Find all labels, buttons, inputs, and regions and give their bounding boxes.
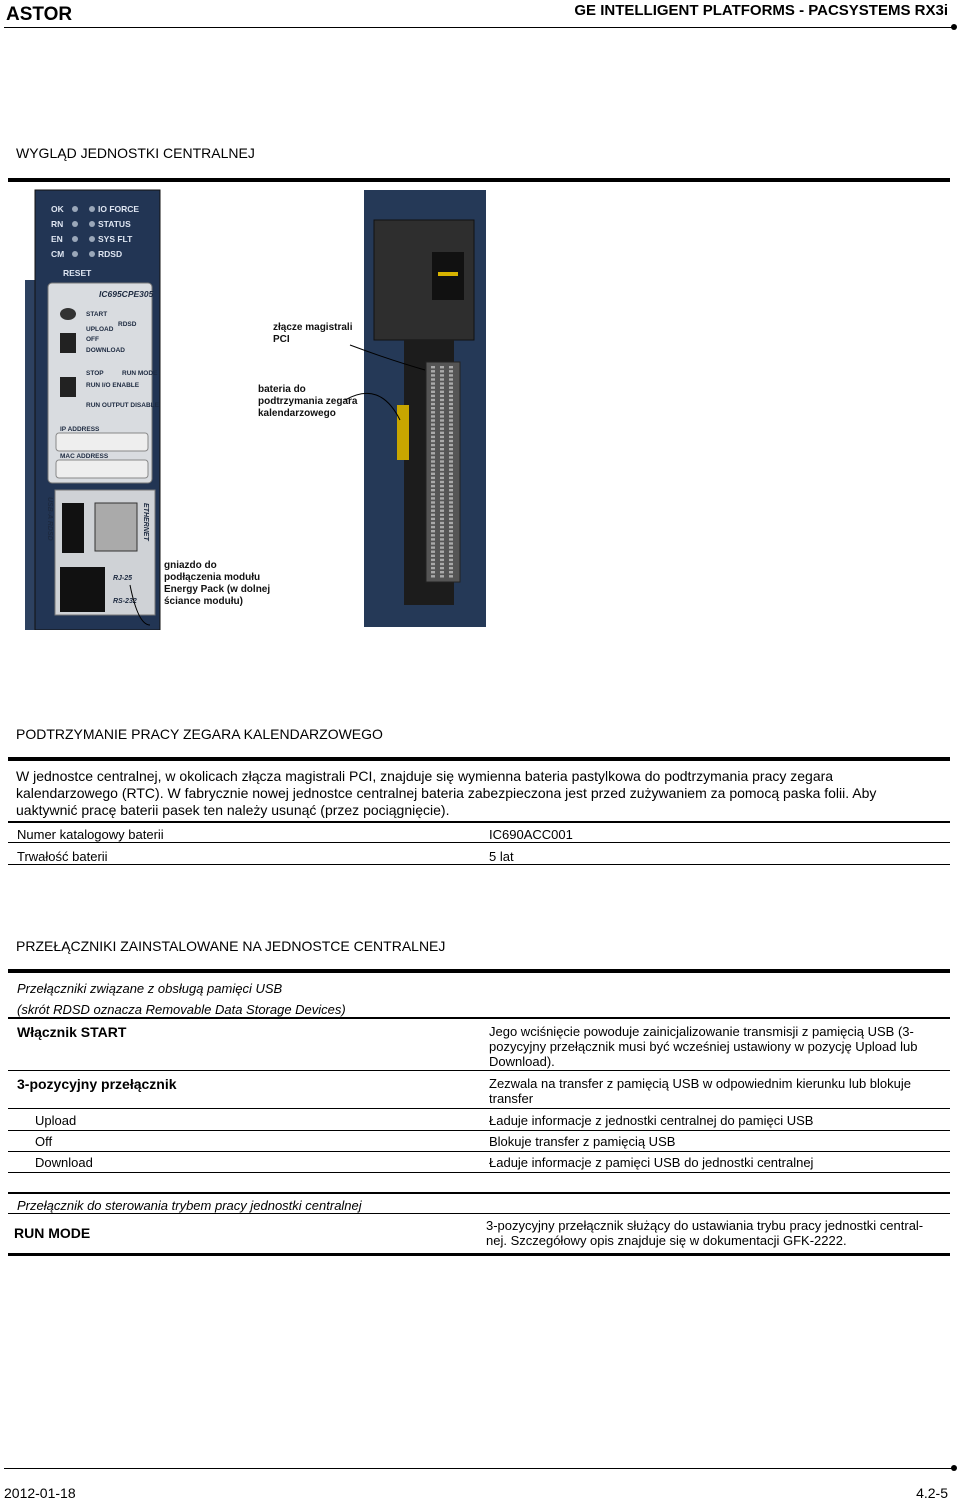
- pci-pin: [449, 378, 453, 380]
- pci-pin: [449, 567, 453, 569]
- upload-position-desc: Ładuje informacje z jednostki centralnej do pamięci USB: [489, 1113, 814, 1128]
- battery-life-label: Trwałość baterii: [17, 849, 108, 864]
- pci-pin: [449, 432, 453, 434]
- pci-pin: [449, 399, 453, 401]
- pci-pin: [440, 423, 444, 425]
- led-en-label: EN: [51, 234, 63, 244]
- usb-rdsd-label: USB-A RDSD: [46, 497, 53, 541]
- pci-pin: [449, 493, 453, 495]
- annotation-socket: gniazdo do podłączenia modułu Energy Pack (w dolnej ściance modułu): [164, 560, 271, 607]
- run-mode-label: RUN MODE: [122, 370, 158, 377]
- pci-pin: [449, 370, 453, 372]
- pci-pin: [440, 382, 444, 384]
- pci-pin: [440, 469, 444, 471]
- battery-life-value: 5 lat: [489, 849, 514, 864]
- run-switch-icon: [60, 377, 76, 397]
- pci-pin: [431, 481, 435, 483]
- pci-pin: [440, 497, 444, 499]
- section-rule: [8, 178, 950, 182]
- table-rule: [8, 1130, 950, 1131]
- pci-pin: [449, 469, 453, 471]
- pci-pin: [431, 546, 435, 548]
- start-switch-label: Włącznik START: [17, 1024, 127, 1040]
- table-rule: [8, 1017, 950, 1019]
- section-title-appearance: WYGLĄD JEDNOSTKI CENTRALNEJ: [16, 145, 255, 161]
- usb-group-title: Przełączniki związane z obsługą pamięci USB: [17, 981, 283, 996]
- pci-pin: [431, 411, 435, 413]
- pci-pin: [431, 374, 435, 376]
- upload-label: UPLOAD: [86, 326, 114, 333]
- run-io-label: RUN I/O ENABLE: [86, 382, 140, 389]
- pci-pin: [431, 469, 435, 471]
- off-label: OFF: [86, 336, 99, 343]
- pci-pin: [449, 514, 453, 516]
- pci-pin: [449, 415, 453, 417]
- pci-pin: [449, 518, 453, 520]
- start-button-icon: [60, 308, 76, 320]
- led-ok-icon: [72, 206, 78, 212]
- run-mode-switch-desc: 3-pozycyjny przełącznik służący do ustawiania trybu pracy jednostki central-nej. Szczegółowy opis znajduje się w dokumentacji GFK-2222.: [486, 1218, 924, 1248]
- footer-date: 2012-01-18: [4, 1485, 76, 1501]
- pci-pin: [431, 567, 435, 569]
- table-rule: [8, 821, 950, 823]
- pci-pin: [449, 563, 453, 565]
- pci-pin: [431, 399, 435, 401]
- usb-port-icon: [62, 503, 84, 553]
- led-en-icon: [72, 236, 78, 242]
- table-rule: [8, 1213, 950, 1214]
- led-cm-icon: [72, 251, 78, 257]
- header-rule: [4, 27, 952, 28]
- pci-pin: [449, 497, 453, 499]
- pci-pin: [440, 505, 444, 507]
- three-position-switch-label: 3-pozycyjny przełącznik: [17, 1076, 177, 1092]
- rj25-port-icon: [60, 567, 105, 612]
- table-rule: [8, 1151, 950, 1152]
- led-cm-label: CM: [51, 249, 65, 259]
- pci-pin: [431, 448, 435, 450]
- pci-pin: [440, 546, 444, 548]
- pci-pin: [440, 485, 444, 487]
- pci-pin: [440, 501, 444, 503]
- pci-pin: [431, 460, 435, 462]
- pci-pin: [431, 571, 435, 573]
- pci-pin: [431, 473, 435, 475]
- off-position-desc: Blokuje transfer z pamięcią USB: [489, 1134, 676, 1149]
- pci-pin: [431, 370, 435, 372]
- section-title-switches: PRZEŁĄCZNIKI ZAINSTALOWANE NA JEDNOSTCE CENTRALNEJ: [16, 938, 446, 954]
- pci-pin: [449, 395, 453, 397]
- section-title-battery: PODTRZYMANIE PRACY ZEGARA KALENDARZOWEGO: [16, 726, 383, 742]
- pci-pin: [431, 563, 435, 565]
- pci-pin: [431, 432, 435, 434]
- ethernet-label: ETHERNET: [142, 503, 149, 541]
- pci-pin: [440, 563, 444, 565]
- pci-pin: [431, 436, 435, 438]
- pci-pin: [449, 575, 453, 577]
- pci-pin: [440, 510, 444, 512]
- pci-pin: [449, 419, 453, 421]
- pci-pin: [431, 559, 435, 561]
- led-rn-label: RN: [51, 219, 64, 229]
- ip-address-label: IP ADDRESS: [60, 426, 100, 433]
- pci-pin: [440, 428, 444, 430]
- pci-pin: [431, 501, 435, 503]
- reset-label: RESET: [63, 268, 92, 278]
- pci-pin: [440, 542, 444, 544]
- pci-pin: [440, 575, 444, 577]
- pci-pin: [431, 534, 435, 536]
- three-position-switch-desc: Zezwala na transfer z pamięcią USB w odpowiednim kierunku lub blokuje transfer: [489, 1076, 911, 1106]
- pci-pin: [449, 448, 453, 450]
- pci-pin: [449, 387, 453, 389]
- pci-pin: [440, 440, 444, 442]
- pci-pin: [449, 407, 453, 409]
- section-rule: [8, 757, 950, 761]
- pci-pin: [431, 477, 435, 479]
- header-brand: ASTOR: [6, 4, 73, 25]
- pci-pin: [440, 399, 444, 401]
- pci-pin: [440, 538, 444, 540]
- download-label: DOWNLOAD: [86, 347, 125, 354]
- pci-pin: [431, 505, 435, 507]
- led-sysflt-icon: [89, 236, 95, 242]
- footer-page-number: 4.2-5: [916, 1485, 948, 1501]
- pci-pin: [440, 415, 444, 417]
- pci-pin: [449, 473, 453, 475]
- annotation-battery: bateria do podtrzymania zegara kalendarzowego: [258, 384, 358, 419]
- pci-pin: [440, 555, 444, 557]
- run-output-label: RUN OUTPUT DISABLE: [86, 402, 159, 409]
- pci-pin: [440, 559, 444, 561]
- pci-pin: [449, 542, 453, 544]
- table-rule: [8, 1192, 950, 1194]
- pci-pin: [431, 464, 435, 466]
- pci-pin: [440, 391, 444, 393]
- pci-pin: [449, 382, 453, 384]
- pci-pin: [449, 510, 453, 512]
- pci-pin: [431, 510, 435, 512]
- pci-pin: [440, 481, 444, 483]
- pci-pin: [449, 546, 453, 548]
- rj25-label: RJ-25: [113, 575, 133, 582]
- pci-pin: [440, 464, 444, 466]
- usb-switch-icon: [60, 333, 76, 353]
- pci-pin: [440, 436, 444, 438]
- pci-pin: [440, 448, 444, 450]
- pci-pin: [431, 530, 435, 532]
- pci-pin: [431, 387, 435, 389]
- led-ok-label: OK: [51, 204, 64, 214]
- pci-pin: [431, 407, 435, 409]
- pci-pin: [431, 456, 435, 458]
- pci-pin: [431, 526, 435, 528]
- led-rdsd-icon: [89, 251, 95, 257]
- pci-pin: [440, 403, 444, 405]
- pci-pin: [440, 419, 444, 421]
- rdsd-label: RDSD: [118, 321, 137, 328]
- pci-pin: [449, 530, 453, 532]
- run-mode-switch-label: RUN MODE: [14, 1225, 91, 1241]
- pci-pin: [431, 489, 435, 491]
- pci-pin: [449, 489, 453, 491]
- download-position-desc: Ładuje informacje z pamięci USB do jednostki centralnej: [489, 1155, 814, 1170]
- pci-pin: [431, 575, 435, 577]
- led-sysflt-label: SYS FLT: [98, 234, 133, 244]
- pci-pin: [449, 456, 453, 458]
- header-product: GE INTELLIGENT PLATFORMS - PACSYSTEMS RX3i: [574, 2, 948, 19]
- pci-pin: [440, 366, 444, 368]
- led-status-icon: [89, 221, 95, 227]
- pci-pin: [440, 370, 444, 372]
- pci-pin: [449, 411, 453, 413]
- pci-pin: [440, 518, 444, 520]
- annotation-pci: złącze magistrali PCI: [273, 322, 353, 345]
- pci-pin: [440, 452, 444, 454]
- led-ioforce-label: IO FORCE: [98, 204, 140, 214]
- footer-rule: [4, 1468, 952, 1469]
- footer-rule-dot: [951, 1465, 957, 1471]
- pci-pin: [440, 477, 444, 479]
- led-ioforce-icon: [89, 206, 95, 212]
- pci-pin: [449, 403, 453, 405]
- pci-pin: [431, 497, 435, 499]
- table-rule: [8, 1172, 950, 1173]
- table-rule: [8, 1070, 950, 1071]
- pci-pin: [431, 485, 435, 487]
- pci-pin: [440, 432, 444, 434]
- rs232-label: RS-232: [113, 598, 137, 605]
- pci-pin: [431, 542, 435, 544]
- table-rule: [8, 1108, 950, 1109]
- pci-pin: [431, 555, 435, 557]
- stop-label: STOP: [86, 370, 104, 377]
- pci-pin: [449, 436, 453, 438]
- pci-pin: [449, 551, 453, 553]
- pci-pin: [449, 538, 453, 540]
- pci-pin: [449, 428, 453, 430]
- pci-pin: [449, 423, 453, 425]
- pci-pin: [449, 534, 453, 536]
- pci-pin: [431, 378, 435, 380]
- pci-pin: [440, 530, 444, 532]
- ethernet-port-icon: [95, 503, 137, 551]
- download-position-label: Download: [35, 1155, 93, 1170]
- pci-pin: [440, 456, 444, 458]
- run-group-title: Przełącznik do sterowania trybem pracy jednostki centralnej: [17, 1198, 362, 1213]
- pci-pin: [449, 452, 453, 454]
- pci-pin: [440, 395, 444, 397]
- pci-pin: [449, 481, 453, 483]
- pci-pin: [431, 415, 435, 417]
- pci-pin: [440, 444, 444, 446]
- battery-paragraph: W jednostce centralnej, w okolicach złącza magistrali PCI, znajduje się wymienna bateria pastylkowa do podtrzymania pracy zegara kalendarzowego (RTC). W fabrycznie nowej jednostce centralnej bateria zabezpieczona jest przed zużywaniem za pomocą paska folii. Aby uaktywnić pracę baterii pasek ten należy usunąć (przez pociągnięcie).: [16, 768, 877, 818]
- pci-pin: [431, 423, 435, 425]
- pci-pin: [449, 526, 453, 528]
- pci-pin: [431, 452, 435, 454]
- led-status-label: STATUS: [98, 219, 131, 229]
- start-switch-desc: Jego wciśnięcie powoduje zainicjalizowanie transmisji z pamięcią USB (3-pozycyjny przełącznik musi być wcześniej ustawiony w pozycję Upload lub Download).: [489, 1024, 918, 1069]
- led-rdsd-label: RDSD: [98, 249, 123, 259]
- mac-address-field-icon: [56, 460, 148, 478]
- pci-pin: [431, 514, 435, 516]
- annotation-arrows: [300, 340, 430, 440]
- section-rule: [8, 969, 950, 973]
- pci-pin: [449, 501, 453, 503]
- pci-pin: [431, 391, 435, 393]
- mac-address-label: MAC ADDRESS: [60, 453, 109, 460]
- pci-pin: [431, 538, 435, 540]
- pci-pin: [431, 518, 435, 520]
- pci-pin: [431, 395, 435, 397]
- pci-pin: [449, 559, 453, 561]
- battery-catalog-value: IC690ACC001: [489, 827, 573, 842]
- pci-pin: [431, 444, 435, 446]
- ip-address-field-icon: [56, 433, 148, 451]
- led-rn-icon: [72, 221, 78, 227]
- pci-pin: [449, 391, 453, 393]
- battery-catalog-label: Numer katalogowy baterii: [17, 827, 164, 842]
- pci-pin: [449, 464, 453, 466]
- pci-pin: [440, 460, 444, 462]
- pci-pin: [440, 526, 444, 528]
- pci-pin: [431, 419, 435, 421]
- table-rule: [8, 842, 950, 843]
- usb-group-subtitle: (skrót RDSD oznacza Removable Data Storage Devices): [17, 1002, 346, 1017]
- pci-pin: [449, 444, 453, 446]
- pci-pin: [440, 522, 444, 524]
- pci-pin: [431, 403, 435, 405]
- pci-pin: [440, 571, 444, 573]
- pci-pin: [440, 473, 444, 475]
- pci-pin: [440, 374, 444, 376]
- pci-pin: [449, 440, 453, 442]
- pci-pin: [440, 534, 444, 536]
- upload-position-label: Upload: [35, 1113, 77, 1128]
- pci-pin: [449, 477, 453, 479]
- pci-pin: [449, 505, 453, 507]
- pci-pin: [431, 551, 435, 553]
- pci-pin: [431, 493, 435, 495]
- model-label: IC695CPE305: [99, 289, 154, 299]
- pci-pin: [440, 378, 444, 380]
- pci-pin: [449, 555, 453, 557]
- pci-pin: [440, 493, 444, 495]
- pci-pin: [440, 411, 444, 413]
- pci-pin: [449, 485, 453, 487]
- pci-pin: [440, 387, 444, 389]
- pci-pin: [431, 522, 435, 524]
- pci-pin: [440, 567, 444, 569]
- pci-pin: [449, 374, 453, 376]
- pci-pin: [440, 407, 444, 409]
- pci-pin: [440, 489, 444, 491]
- table-rule: [8, 1253, 950, 1256]
- pci-pin: [449, 366, 453, 368]
- pci-pin: [431, 428, 435, 430]
- pci-pin: [449, 522, 453, 524]
- pci-pin: [431, 440, 435, 442]
- pci-pin: [440, 514, 444, 516]
- pci-pin: [431, 366, 435, 368]
- pci-pin: [431, 382, 435, 384]
- pci-pin: [440, 551, 444, 553]
- start-label: START: [86, 311, 108, 318]
- header-rule-dot: [951, 24, 957, 30]
- table-rule: [8, 864, 950, 865]
- pci-pin: [449, 460, 453, 462]
- off-position-label: Off: [35, 1134, 53, 1149]
- pci-pin: [449, 571, 453, 573]
